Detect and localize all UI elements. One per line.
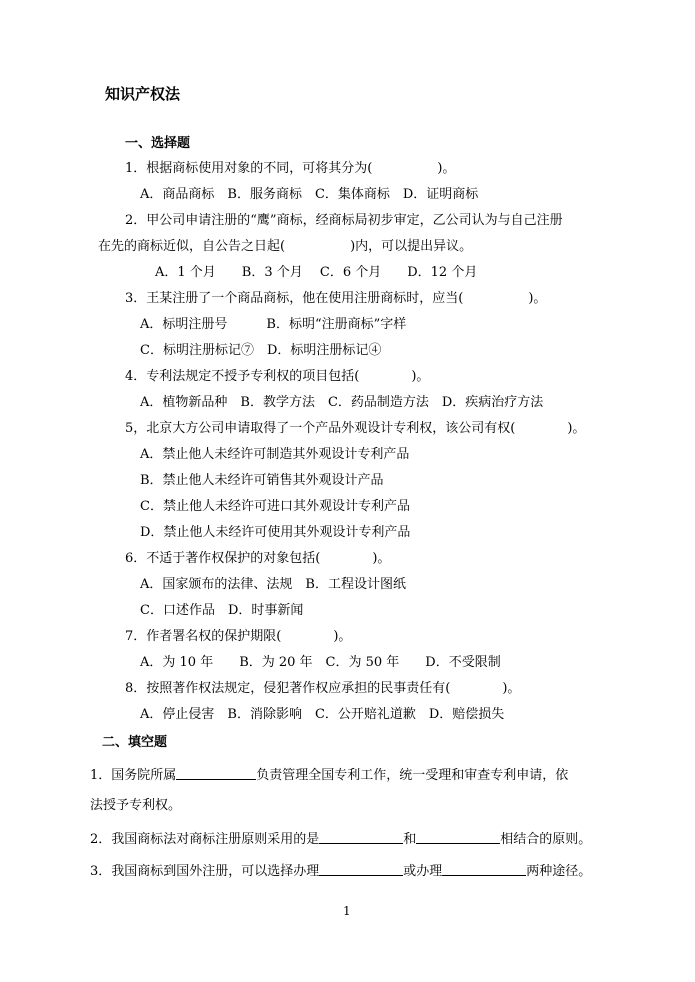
question-8-options: A．停止侵害 B．消除影响 C．公开赔礼道歉 D．赔偿损失 — [140, 707, 505, 722]
fill-3-text-a: 3．我国商标到国外注册，可以选择办理 — [90, 864, 320, 879]
fill-3-line — [90, 862, 591, 880]
question-4-options: A．植物新品种 B．教学方法 C．药品制造方法 D．疾病治疗方法 — [140, 395, 544, 410]
question-1-stem: 1．根据商标使用对象的不同，可将其分为( )。 — [125, 161, 456, 176]
question-5-option-b: B．禁止他人未经许可销售其外观设计产品 — [140, 473, 384, 488]
fill-2-line — [90, 830, 591, 848]
fill-3-text-b: 或办理 — [403, 864, 443, 879]
question-6-options-line2: C．口述作品 D．时事新闻 — [140, 603, 304, 618]
fill-1-blank[interactable] — [176, 766, 256, 780]
question-3-stem: 3．王某注册了一个商品商标，他在使用注册商标时，应当( )。 — [125, 291, 547, 306]
question-2-options: A．1 个月 B．3 个月 C．6 个月 D．12 个月 — [155, 265, 478, 280]
fill-1-line1 — [90, 766, 568, 784]
doc-title: 知识产权法 — [105, 85, 181, 103]
question-1-options: A．商品商标 B．服务商标 C．集体商标 D．证明商标 — [140, 187, 479, 202]
fill-3-blank-1[interactable] — [319, 862, 403, 876]
fill-3-blank-2[interactable] — [442, 862, 526, 876]
question-2-stem-line1: 2．甲公司申请注册的“鹰”商标，经商标局初步审定，乙公司认为与自己注册 — [125, 213, 563, 228]
fill-2-blank-1[interactable] — [319, 830, 403, 844]
question-2-stem-line2: 在先的商标近似，自公告之日起( )内，可以提出异议。 — [98, 239, 473, 254]
fill-2-text-c: 相结合的原则。 — [500, 832, 592, 847]
section-heading-fill-in: 二、填空题 — [102, 735, 168, 750]
question-7-stem: 7．作者署名权的保护期限( )。 — [125, 629, 352, 644]
question-8-stem: 8．按照著作权法规定，侵犯著作权应承担的民事责任有( )。 — [125, 681, 521, 696]
fill-1-text-a: 1．国务院所属 — [90, 768, 177, 783]
fill-2-blank-2[interactable] — [416, 830, 500, 844]
fill-3-text-c: 两种途径。 — [526, 864, 592, 879]
question-3-options-line1: A．标明注册号 B．标明“注册商标”字样 — [140, 317, 407, 332]
question-5-option-a: A．禁止他人未经许可制造其外观设计专利产品 — [140, 447, 410, 462]
page-number: 1 — [343, 904, 351, 918]
question-5-option-d: D．禁止他人未经许可使用其外观设计专利产品 — [140, 525, 411, 540]
question-3-options-line2: C．标明注册标记⑦ D．标明注册标记④ — [140, 343, 382, 358]
question-4-stem: 4．专利法规定不授予专利权的项目包括( )。 — [125, 369, 430, 384]
fill-2-text-a: 2．我国商标法对商标注册原则采用的是 — [90, 832, 320, 847]
question-6-options-line1: A．国家颁布的法律、法规 B．工程设计图纸 — [140, 577, 406, 592]
question-5-stem: 5，北京大方公司申请取得了一个产品外观设计专利权，该公司有权( )。 — [125, 421, 586, 436]
question-5-option-c: C．禁止他人未经许可进口其外观设计专利产品 — [140, 499, 410, 514]
section-heading-choice: 一、选择题 — [125, 136, 191, 151]
question-7-options: A．为 10 年 B．为 20 年 C．为 50 年 D．不受限制 — [140, 655, 501, 670]
fill-1-text-b: 负责管理全国专利工作，统一受理和审查专利申请，依 — [256, 768, 569, 783]
question-6-stem: 6．不适于著作权保护的对象包括( )。 — [125, 551, 391, 566]
fill-1-line2: 法授予专利权。 — [90, 798, 182, 813]
fill-2-text-b: 和 — [403, 832, 417, 847]
